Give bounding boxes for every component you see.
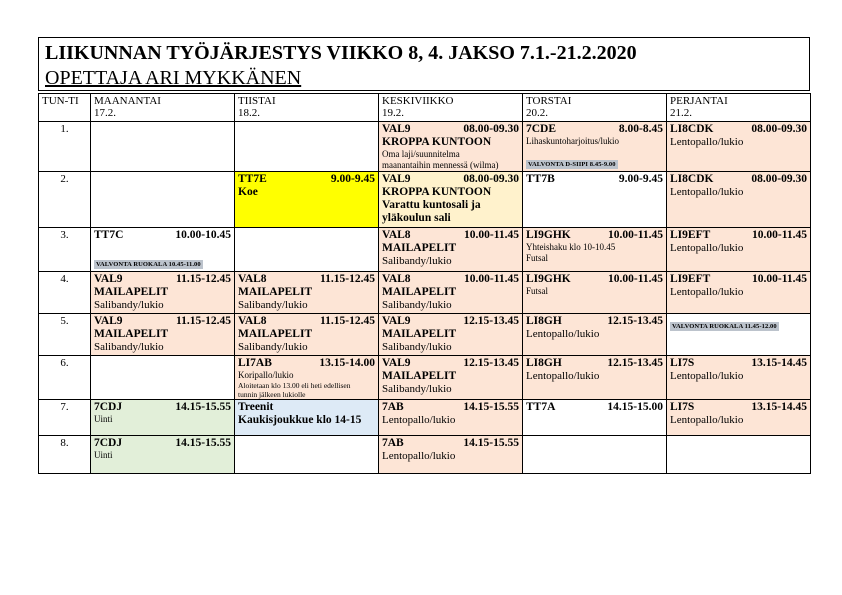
schedule-sheet <box>38 37 810 474</box>
cell-thu: 7CDE 8.00-8.45 Lihaskuntoharjoitus/lukio VALVONTA D-SIIPI 8.45-9.00 <box>523 122 667 172</box>
period-number: 6. <box>39 356 91 400</box>
cell-wed: VAL8 10.00-11.45 MAILAPELIT Salibandy/lukio <box>379 272 523 314</box>
cell-mon: VAL9 11.15-12.45 MAILAPELIT Salibandy/lukio <box>91 272 235 314</box>
period-number: 2. <box>39 172 91 228</box>
table-row <box>39 436 811 474</box>
period-number: 5. <box>39 314 91 356</box>
cell-fri: LI8CDK 08.00-09.30 Lentopallo/lukio <box>667 122 811 172</box>
cell-wed: VAL9 08.00-09.30 KROPPA KUNTOON Varattu kuntosali ja yläkoulun sali <box>379 172 523 228</box>
cell-fri: LI7S 13.15-14.45 Lentopallo/lukio <box>667 400 811 436</box>
cell-mon: VAL9 11.15-12.45 MAILAPELIT Salibandy/lukio <box>91 314 235 356</box>
cell-mon: 7CDJ 14.15-15.55 Uinti <box>91 400 235 436</box>
cell-wed: 7AB 14.15-15.55 Lentopallo/lukio <box>379 436 523 474</box>
cell-thu: LI8GH 12.15-13.45 Lentopallo/lukio <box>523 314 667 356</box>
title-box <box>38 37 810 91</box>
period-number: 3. <box>39 228 91 272</box>
cell-tue: VAL8 11.15-12.45 MAILAPELIT Salibandy/lukio <box>235 314 379 356</box>
cell-thu <box>523 436 667 474</box>
cell-mon <box>91 122 235 172</box>
cell-tue: VAL8 11.15-12.45 MAILAPELIT Salibandy/lukio <box>235 272 379 314</box>
cell-tue: TT7E 9.00-9.45 Koe <box>235 172 379 228</box>
cell-mon <box>91 172 235 228</box>
schedule-table <box>38 93 811 474</box>
period-number: 8. <box>39 436 91 474</box>
period-number: 4. <box>39 272 91 314</box>
supervision-note: VALVONTA RUOKALA 10.45-11.00 <box>96 261 201 268</box>
schedule-title: LIIKUNNAN TYÖJÄRJESTYS VIIKKO 8, 4. JAKSO 7.1.-21.2.2020 <box>45 42 637 64</box>
cell-wed: VAL9 12.15-13.45 MAILAPELIT Salibandy/lukio <box>379 314 523 356</box>
cell-tue: Treenit Kaukisjoukkue klo 14-15 <box>235 400 379 436</box>
table-row <box>39 400 811 436</box>
cell-thu: TT7B 9.00-9.45 <box>523 172 667 228</box>
cell-fri: LI8CDK 08.00-09.30 Lentopallo/lukio <box>667 172 811 228</box>
table-row <box>39 272 811 314</box>
teacher-name: OPETTAJA ARI MYKKÄNEN <box>45 67 302 89</box>
table-row <box>39 228 811 272</box>
cell-fri <box>667 436 811 474</box>
header-thursday: TORSTAI 20.2. <box>523 94 667 122</box>
cell-thu: LI9GHK 10.00-11.45 Futsal <box>523 272 667 314</box>
cell-fri <box>667 314 811 356</box>
supervision-note: VALVONTA RUOKALA 11.45-12.00 <box>672 323 777 330</box>
table-row <box>39 314 811 356</box>
cell-thu: LI9GHK 10.00-11.45 Yhteishaku klo 10-10.45 Futsal <box>523 228 667 272</box>
cell-fri: LI9EFT 10.00-11.45 Lentopallo/lukio <box>667 272 811 314</box>
table-row <box>39 172 811 228</box>
header-tuesday: TIISTAI 18.2. <box>235 94 379 122</box>
cell-fri: LI7S 13.15-14.45 Lentopallo/lukio <box>667 356 811 400</box>
cell-wed: VAL9 12.15-13.45 MAILAPELIT Salibandy/lukio <box>379 356 523 400</box>
cell-mon: 7CDJ 14.15-15.55 Uinti <box>91 436 235 474</box>
cell-tue <box>235 122 379 172</box>
cell-fri: LI9EFT 10.00-11.45 Lentopallo/lukio <box>667 228 811 272</box>
header-tunti: TUN-TI <box>39 94 91 122</box>
table-row <box>39 356 811 400</box>
cell-mon: TT7C 10.00-10.45 VALVONTA RUOKALA 10.45-11.00 <box>91 228 235 272</box>
header-monday: MAANANTAI 17.2. <box>91 94 235 122</box>
header-wednesday: KESKIVIIKKO 19.2. <box>379 94 523 122</box>
cell-thu: LI8GH 12.15-13.45 Lentopallo/lukio <box>523 356 667 400</box>
cell-wed: VAL8 10.00-11.45 MAILAPELIT Salibandy/lukio <box>379 228 523 272</box>
supervision-note: VALVONTA D-SIIPI 8.45-9.00 <box>528 161 616 168</box>
cell-tue <box>235 228 379 272</box>
cell-thu: TT7A 14.15-15.00 <box>523 400 667 436</box>
cell-tue: LI7AB 13.15-14.00 Koripallo/lukio Aloitetaan klo 13.00 eli heti edellisen tunnin jälkeen lukiolle <box>235 356 379 400</box>
cell-tue <box>235 436 379 474</box>
period-number: 1. <box>39 122 91 172</box>
header-row <box>39 94 811 122</box>
table-row <box>39 122 811 172</box>
cell-wed: VAL9 08.00-09.30 KROPPA KUNTOON Oma laji/suunnitelma maanantaihin mennessä (wilma) <box>379 122 523 172</box>
cell-mon <box>91 356 235 400</box>
cell-wed: 7AB 14.15-15.55 Lentopallo/lukio <box>379 400 523 436</box>
period-number: 7. <box>39 400 91 436</box>
header-friday: PERJANTAI 21.2. <box>667 94 811 122</box>
